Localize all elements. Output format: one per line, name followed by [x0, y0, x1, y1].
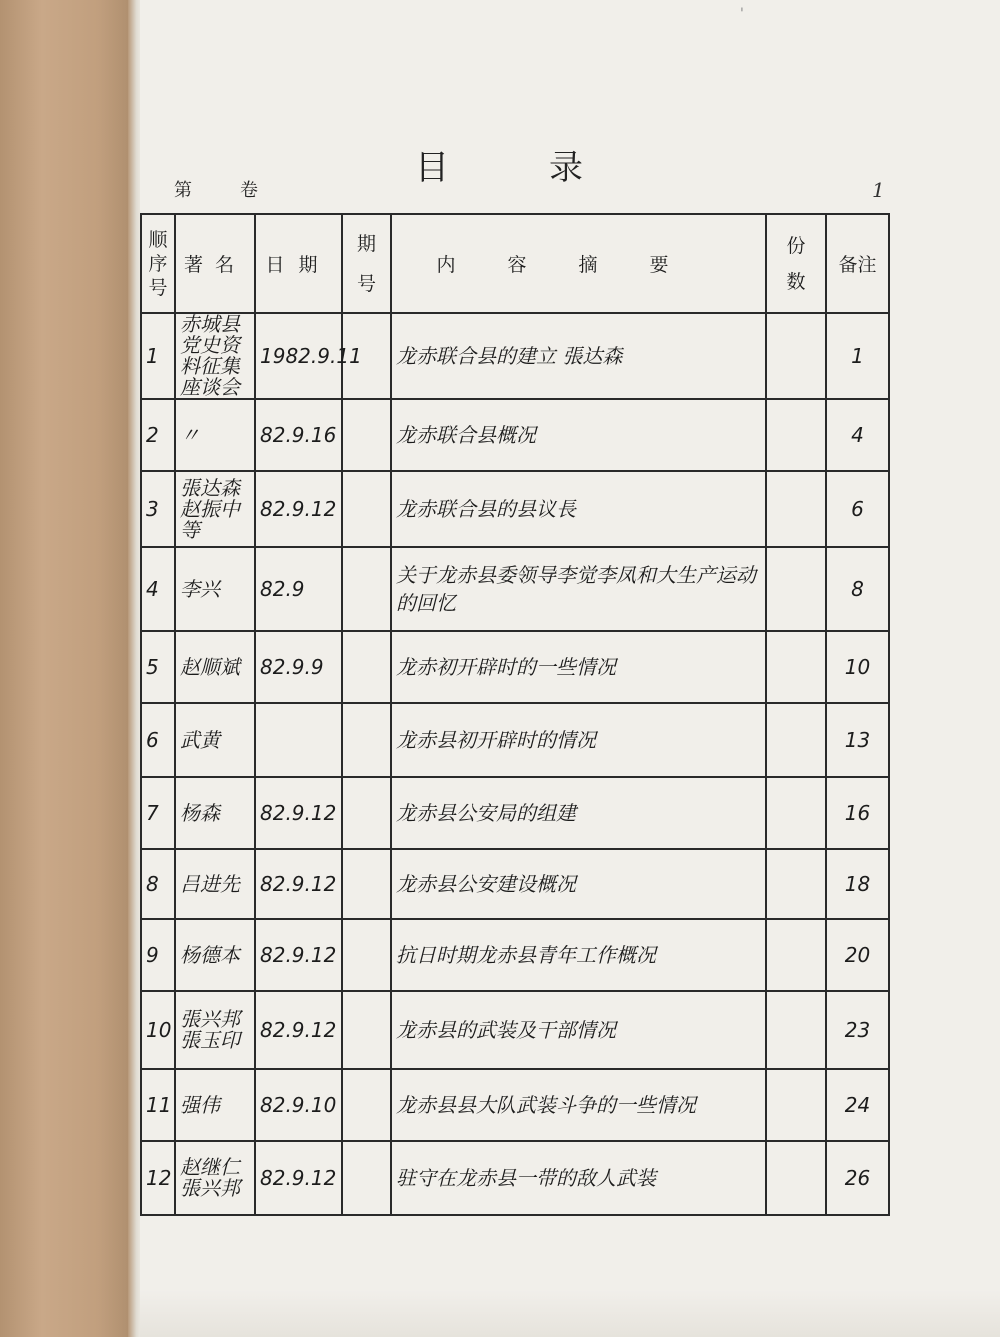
cell-seq: 2	[141, 399, 175, 471]
cell-remark: 10	[826, 631, 889, 703]
cell-date: 82.9.12	[255, 919, 342, 991]
page-number: 1	[872, 178, 885, 202]
header-count	[766, 214, 826, 313]
header-date-label: 日期	[265, 254, 332, 276]
binding-strip	[0, 0, 140, 1337]
cell-content: 龙赤联合县的县议長	[391, 471, 766, 547]
cell-issue	[342, 703, 391, 777]
cell-date: 82.9.12	[255, 777, 342, 849]
header-remark	[826, 214, 889, 313]
cell-date: 82.9.12	[255, 471, 342, 547]
cell-seq: 7	[141, 777, 175, 849]
cell-count	[766, 1069, 826, 1141]
table-row	[141, 991, 889, 1069]
cell-author: 赤城县党史资料征集座谈会	[175, 313, 255, 399]
cell-content: 龙赤联合县概况	[391, 399, 766, 471]
cell-count	[766, 991, 826, 1069]
header-seq	[141, 214, 175, 313]
table-row	[141, 777, 889, 849]
cell-issue	[342, 1069, 391, 1141]
table-row	[141, 399, 889, 471]
cell-content: 关于龙赤县委领导李觉李凤和大生产运动的回忆	[391, 547, 766, 631]
cell-issue	[342, 777, 391, 849]
cell-date: 82.9.12	[255, 849, 342, 919]
cell-seq: 5	[141, 631, 175, 703]
cell-content: 抗日时期龙赤县青年工作概况	[391, 919, 766, 991]
cell-count	[766, 919, 826, 991]
header-content-label: 内容摘要	[436, 254, 721, 276]
header-count-label: 份数	[786, 234, 806, 293]
cell-seq: 3	[141, 471, 175, 547]
cell-author: 〃	[175, 399, 255, 471]
page-title: 目录	[415, 148, 683, 188]
cell-count	[766, 703, 826, 777]
cell-issue	[342, 547, 391, 631]
cell-count	[766, 471, 826, 547]
cell-date: 82.9.16	[255, 399, 342, 471]
cell-date: 82.9.12	[255, 1141, 342, 1215]
cell-issue	[342, 399, 391, 471]
cell-remark: 6	[826, 471, 889, 547]
cell-content: 龙赤县初开辟时的情况	[391, 703, 766, 777]
cell-remark: 8	[826, 547, 889, 631]
cell-date: 82.9.10	[255, 1069, 342, 1141]
cell-seq: 12	[141, 1141, 175, 1215]
table-body	[141, 313, 889, 1215]
cell-author: 吕进先	[175, 849, 255, 919]
cell-author: 張兴邦 張玉印	[175, 991, 255, 1069]
cell-content: 龙赤县的武装及干部情况	[391, 991, 766, 1069]
cell-seq: 4	[141, 547, 175, 631]
cell-seq: 9	[141, 919, 175, 991]
header-author	[175, 214, 255, 313]
cell-author: 杨森	[175, 777, 255, 849]
header-seq-label: 顺序号	[148, 228, 168, 299]
table-row	[141, 547, 889, 631]
cell-date: 1982.9.11	[255, 313, 342, 399]
table-row	[141, 1141, 889, 1215]
cell-count	[766, 313, 826, 399]
cell-remark: 23	[826, 991, 889, 1069]
cell-content: 龙赤县公安建设概况	[391, 849, 766, 919]
cell-issue	[342, 919, 391, 991]
cell-issue	[342, 1141, 391, 1215]
cell-content: 龙赤县县大队武装斗争的一些情况	[391, 1069, 766, 1141]
cell-count	[766, 849, 826, 919]
cell-seq: 10	[141, 991, 175, 1069]
cell-issue	[342, 471, 391, 547]
cell-content: 龙赤县公安局的组建	[391, 777, 766, 849]
cell-seq: 8	[141, 849, 175, 919]
header-author-label: 著名	[183, 254, 246, 276]
cell-issue	[342, 631, 391, 703]
cell-remark: 1	[826, 313, 889, 399]
cell-content: 驻守在龙赤县一带的敌人武装	[391, 1141, 766, 1215]
cell-count	[766, 399, 826, 471]
contents-table	[140, 213, 890, 1216]
cell-date: 82.9.12	[255, 991, 342, 1069]
cell-author: 張达森 赵振中等	[175, 471, 255, 547]
header-row	[141, 214, 889, 313]
cell-count	[766, 1141, 826, 1215]
cell-remark: 16	[826, 777, 889, 849]
table-row	[141, 703, 889, 777]
top-mark: '	[740, 6, 744, 22]
cell-content: 龙赤联合县的建立 張达森	[391, 313, 766, 399]
cell-date: 82.9	[255, 547, 342, 631]
cell-count	[766, 631, 826, 703]
cell-author: 赵继仁 張兴邦	[175, 1141, 255, 1215]
cell-seq: 6	[141, 703, 175, 777]
table-row	[141, 313, 889, 399]
cell-author: 武黄	[175, 703, 255, 777]
cell-author: 李兴	[175, 547, 255, 631]
cell-remark: 13	[826, 703, 889, 777]
cell-date: 82.9.9	[255, 631, 342, 703]
cell-author: 杨德本	[175, 919, 255, 991]
cell-issue	[342, 991, 391, 1069]
cell-remark: 26	[826, 1141, 889, 1215]
cell-remark: 24	[826, 1069, 889, 1141]
cell-issue	[342, 849, 391, 919]
cell-content: 龙赤初开辟时的一些情况	[391, 631, 766, 703]
cell-remark: 4	[826, 399, 889, 471]
header-date	[255, 214, 342, 313]
cell-seq: 1	[141, 313, 175, 399]
cell-date	[255, 703, 342, 777]
cell-count	[766, 777, 826, 849]
cell-seq: 11	[141, 1069, 175, 1141]
header-issue-label: 期号	[357, 232, 377, 295]
table-row	[141, 849, 889, 919]
cell-author: 强伟	[175, 1069, 255, 1141]
volume-label: 第卷	[174, 180, 306, 201]
header-content	[391, 214, 766, 313]
cell-author: 赵顺斌	[175, 631, 255, 703]
page-bottom-edge	[140, 1290, 1000, 1337]
table-row	[141, 471, 889, 547]
table-row	[141, 1069, 889, 1141]
header-remark-label: 备注	[838, 254, 877, 276]
table-row	[141, 631, 889, 703]
header-issue	[342, 214, 391, 313]
table-row	[141, 919, 889, 991]
cell-remark: 18	[826, 849, 889, 919]
cell-remark: 20	[826, 919, 889, 991]
cell-count	[766, 547, 826, 631]
